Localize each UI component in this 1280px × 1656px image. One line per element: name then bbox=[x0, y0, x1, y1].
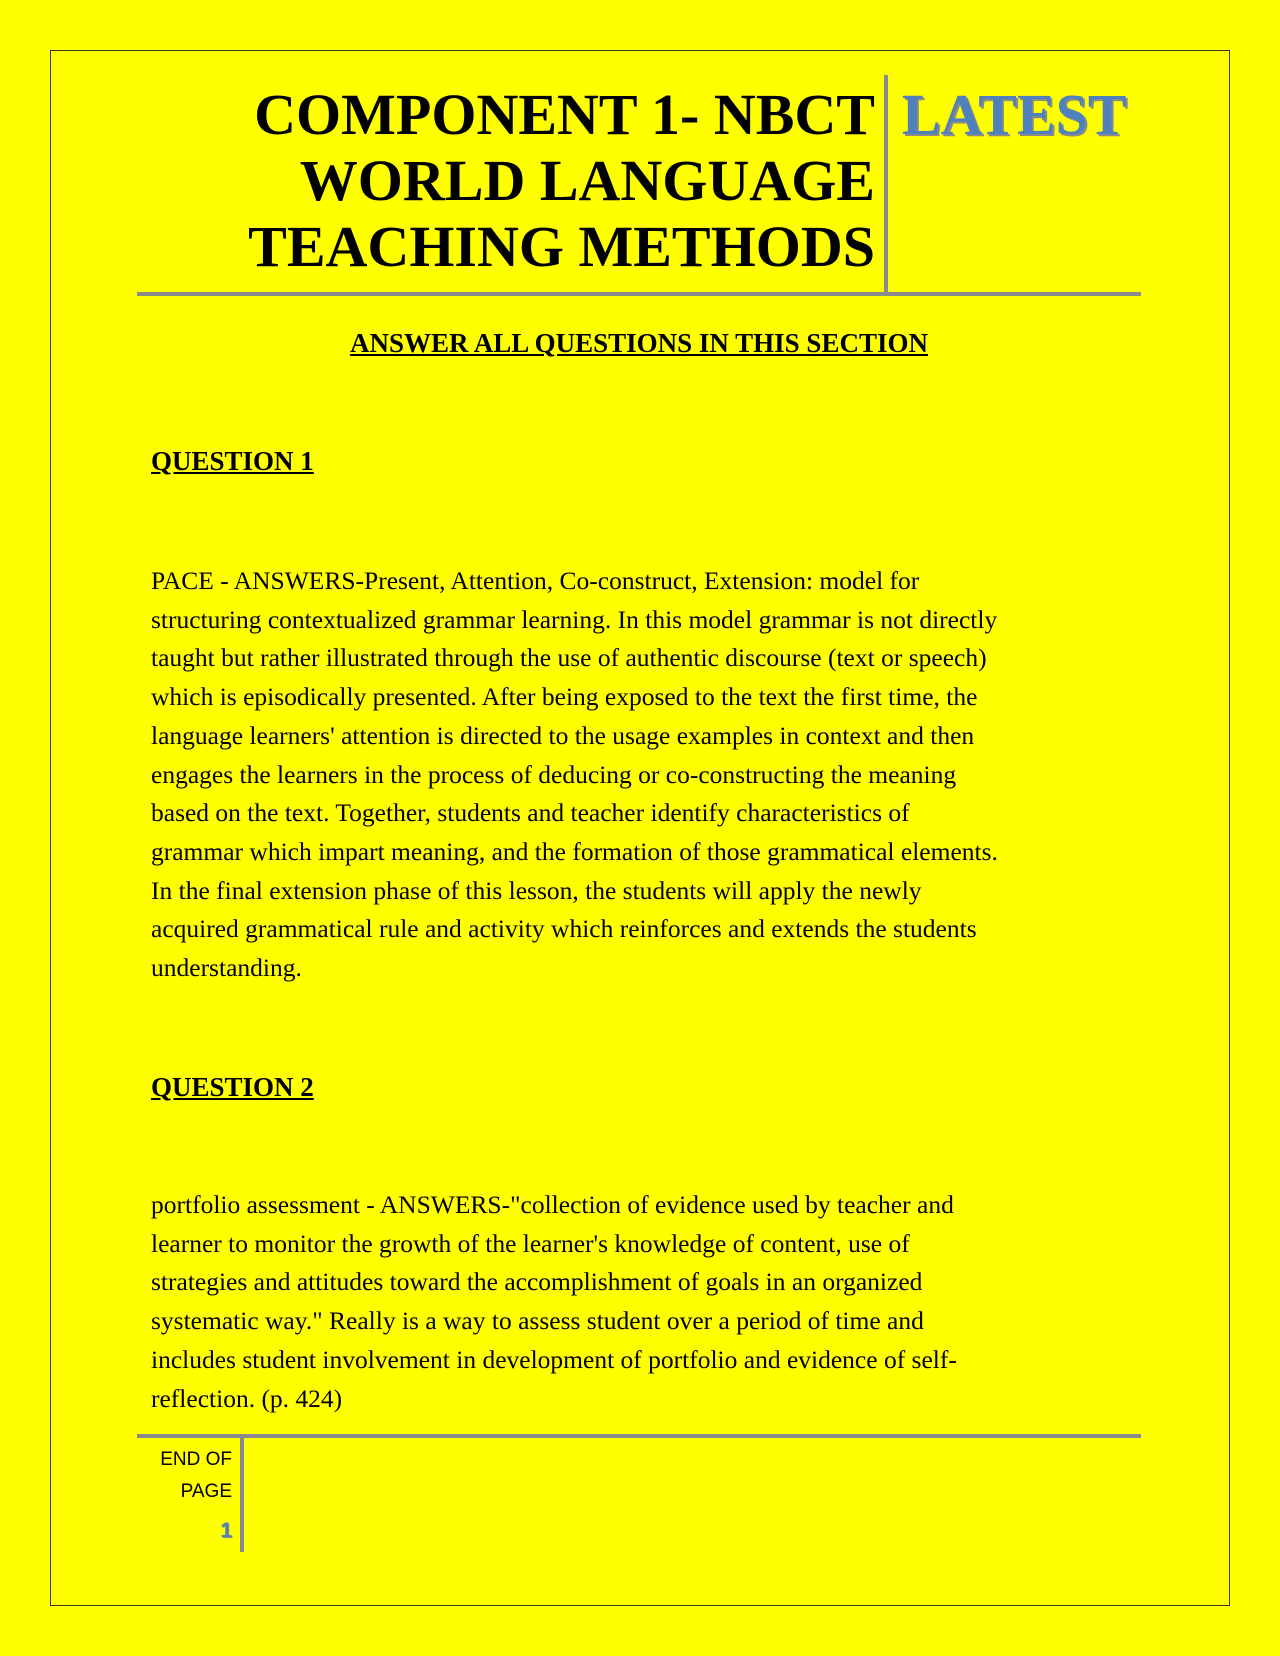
answer-line: acquired grammatical rule and activity which reinforces and extends the students bbox=[151, 914, 977, 944]
answer-line: language learners' attention is directed to the usage examples in context and then bbox=[151, 720, 975, 750]
title-line: COMPONENT 1- NBCT bbox=[254, 82, 875, 147]
page-number: 1 bbox=[220, 1519, 232, 1542]
answer-line: systematic way." Really is a way to assess student over a period of time and bbox=[151, 1306, 924, 1336]
section-heading: ANSWER ALL QUESTIONS IN THIS SECTION bbox=[350, 328, 928, 358]
answer-line: includes student involvement in development of portfolio and evidence of self- bbox=[151, 1344, 957, 1374]
answer-line: In the final extension phase of this lesson, the students will apply the newly bbox=[151, 875, 922, 905]
footer-divider bbox=[240, 1436, 244, 1552]
question-2-heading: QUESTION 2 bbox=[151, 1072, 314, 1102]
answer-line: structuring contextualized grammar learning. In this model grammar is not directly bbox=[151, 604, 998, 634]
question-1-answer bbox=[151, 562, 1136, 988]
question-2-answer bbox=[151, 1186, 1136, 1418]
title-rule bbox=[137, 292, 1141, 296]
footer-label-line: END OF bbox=[160, 1449, 232, 1470]
title-line: TEACHING METHODS bbox=[248, 214, 875, 279]
answer-line: grammar which impart meaning, and the formation of those grammatical elements. bbox=[151, 836, 998, 866]
answer-line: taught but rather illustrated through the use of authentic discourse (text or speech) bbox=[151, 643, 987, 673]
question-1-heading: QUESTION 1 bbox=[151, 446, 314, 476]
title-divider bbox=[884, 75, 888, 293]
answer-line: understanding. bbox=[151, 953, 302, 983]
footer-rule bbox=[137, 1434, 1141, 1438]
answer-line: which is episodically presented. After being exposed to the text the first time, the bbox=[151, 682, 978, 712]
footer-label bbox=[140, 1444, 232, 1508]
answer-line: based on the text. Together, students and teacher identify characteristics of bbox=[151, 798, 910, 828]
answer-line: portfolio assessment - ANSWERS-"collection of evidence used by teacher and bbox=[151, 1190, 954, 1219]
document-title bbox=[140, 82, 875, 280]
answer-line: PACE - ANSWERS-Present, Attention, Co-construct, Extension: model for bbox=[151, 566, 920, 595]
answer-line: reflection. (p. 424) bbox=[151, 1383, 343, 1413]
title-line: WORLD LANGUAGE bbox=[299, 148, 875, 213]
answer-line: learner to monitor the growth of the learner's knowledge of content, use of bbox=[151, 1228, 910, 1258]
latest-badge: LATEST bbox=[902, 82, 1127, 147]
answer-line: engages the learners in the process of deducing or co-constructing the meaning bbox=[151, 759, 957, 789]
footer-label-line: PAGE bbox=[180, 1481, 232, 1502]
answer-line: strategies and attitudes toward the accomplishment of goals in an organized bbox=[151, 1267, 923, 1297]
